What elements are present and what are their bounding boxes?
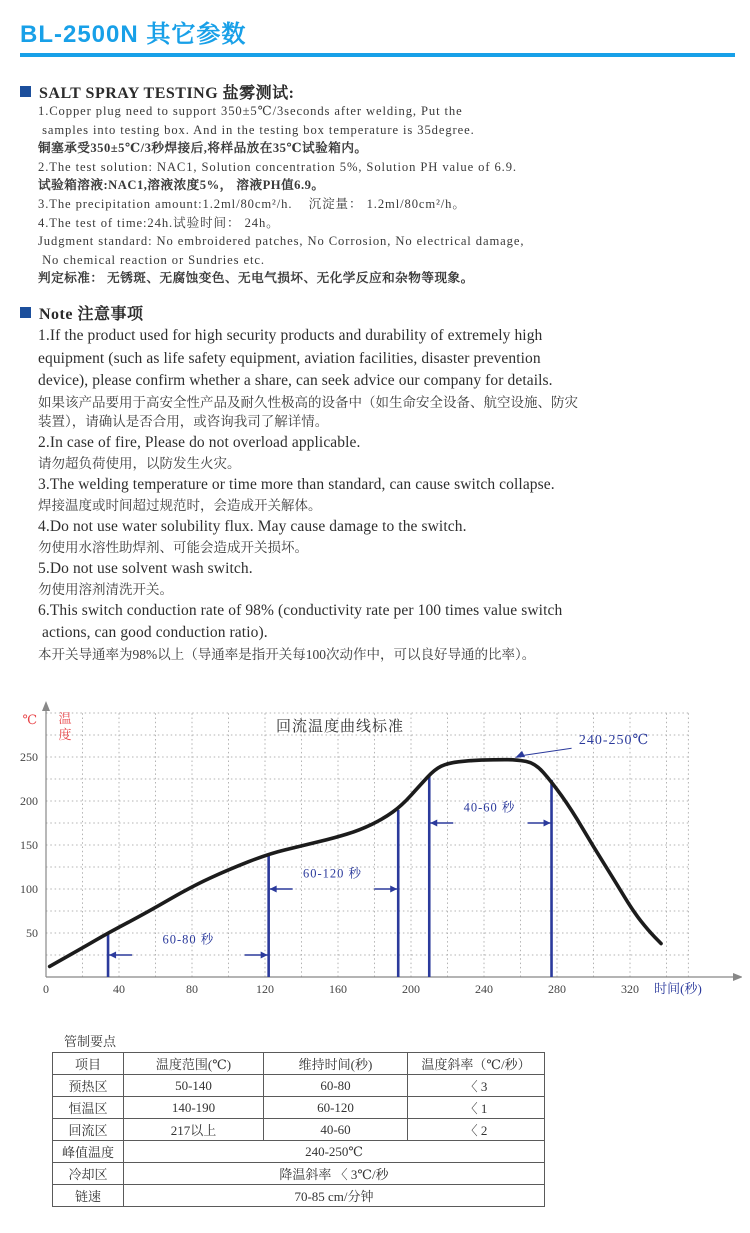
x-tick-label: 80 xyxy=(186,982,198,996)
note-line: device), please confirm whether a share, can seek advice our company for details. xyxy=(38,372,553,389)
y-axis-name-label: 度 xyxy=(58,727,72,742)
y-axis-arrow-icon xyxy=(42,701,50,711)
y-tick-label: 50 xyxy=(26,926,38,940)
salt-spray-line: 3.The precipitation amount:1.2ml/80cm²/h. 沉淀量： 1.2ml/80cm²/h。 xyxy=(38,196,466,211)
salt-spray-line: 试验箱溶液:NAC1,溶液浓度5%， 溶液PH值6.9。 xyxy=(38,178,325,193)
note-line: 焊接温度或时间超过规范时，会造成开关解体。 xyxy=(38,498,322,513)
table-cell: 217以上 xyxy=(124,1119,264,1141)
note-line: 请勿超负荷使用，以防发生火灾。 xyxy=(38,456,241,471)
table-row xyxy=(53,1185,545,1207)
y-tick-label: 100 xyxy=(20,882,38,896)
dimension-arrowhead-icon xyxy=(270,886,277,893)
note-line: 勿使用水溶性助焊剂、可能会造成开关损坏。 xyxy=(38,540,308,555)
note-heading xyxy=(20,301,144,324)
table-cell: 40-60 xyxy=(264,1119,408,1141)
bullet-square-icon xyxy=(20,307,31,318)
dimension-label: 60-120 秒 xyxy=(303,866,363,881)
dimension-arrowhead-icon xyxy=(544,820,551,827)
note-line: 5.Do not use solvent wash switch. xyxy=(38,559,253,577)
table-header-cell: 温度范围(℃) xyxy=(124,1053,264,1075)
salt-spray-line: 2.The test solution: NAC1, Solution concentration 5%, Solution PH value of 6.9. xyxy=(38,159,517,174)
dimension-arrowhead-icon xyxy=(261,952,268,959)
x-tick-label: 200 xyxy=(402,982,420,996)
x-tick-label: 0 xyxy=(43,982,49,996)
page-title: BL-2500N 其它参数 xyxy=(20,21,247,48)
x-axis-arrow-icon xyxy=(733,973,742,981)
note-line: 本开关导通率为98%以上（导通率是指开关每100次动作中，可以良好导通的比率）。 xyxy=(38,646,536,662)
note-line: 如果该产品要用于高安全性产品及耐久性极高的设备中（如生命安全设备、航空设施、防灾 xyxy=(38,394,578,410)
table-row xyxy=(53,1075,545,1097)
peak-annotation-leader xyxy=(520,748,572,756)
dimension-label: 60-80 秒 xyxy=(162,932,215,947)
temperature-curve xyxy=(50,760,661,967)
table-cell: 70-85 cm/分钟 xyxy=(124,1185,545,1207)
x-tick-label: 120 xyxy=(256,982,274,996)
y-tick-label: 250 xyxy=(20,750,38,764)
salt-spray-heading xyxy=(20,80,295,103)
salt-spray-list xyxy=(38,102,736,288)
note-line: 6.This switch conduction rate of 98% (conductivity rate per 100 times value switch xyxy=(38,601,563,619)
y-tick-label: 200 xyxy=(20,794,38,808)
bullet-square-icon xyxy=(20,86,31,97)
chart-title: 回流温度曲线标准 xyxy=(275,719,405,735)
table-row xyxy=(53,1163,545,1185)
note-line: 勿使用溶剂清洗开关。 xyxy=(38,582,173,597)
table-header-cell: 项目 xyxy=(53,1053,124,1075)
note-heading-label: Note 注意事项 xyxy=(39,306,144,323)
table-cell: 240-250℃ xyxy=(124,1141,545,1163)
salt-spray-line: No chemical reaction or Sundries etc. xyxy=(38,252,265,267)
table-cell: 峰值温度 xyxy=(53,1141,124,1163)
table-cell: 降温斜率 〈 3℃/秒 xyxy=(124,1163,545,1185)
salt-spray-line: 铜塞承受350±5℃/3秒焊接后,将样品放在35℃试验箱内。 xyxy=(38,141,368,156)
y-tick-label: 150 xyxy=(20,838,38,852)
note-line: 2.In case of fire, Please do not overload applicable. xyxy=(38,433,361,451)
salt-spray-line: Judgment standard: No embroidered patches, No Corrosion, No electrical damage, xyxy=(38,234,525,249)
table-header-cell: 维持时间(秒) xyxy=(264,1053,408,1075)
control-table xyxy=(52,1052,545,1207)
salt-spray-line: 4.The test of time:24h.试验时间： 24h。 xyxy=(38,215,280,230)
table-cell: 〈 1 xyxy=(408,1097,545,1119)
x-tick-label: 320 xyxy=(621,982,639,996)
table-cell: 〈 3 xyxy=(408,1075,545,1097)
note-line: 1.If the product used for high security products and durability of extremely high xyxy=(38,327,543,344)
table-caption: 管制要点 xyxy=(64,1034,117,1049)
table-cell: 〈 2 xyxy=(408,1119,545,1141)
peak-annotation-label: 240-250℃ xyxy=(578,732,650,748)
table-row xyxy=(53,1119,545,1141)
table-cell: 60-80 xyxy=(264,1075,408,1097)
dimension-arrowhead-icon xyxy=(109,952,116,959)
table-cell: 链速 xyxy=(53,1185,124,1207)
x-tick-label: 240 xyxy=(475,982,493,996)
note-line: 装置），请确认是否合用，或咨询我司了解详情。 xyxy=(38,414,329,429)
salt-spray-heading-label: SALT SPRAY TESTING 盐雾测试: xyxy=(39,85,295,102)
table-row xyxy=(53,1141,545,1163)
note-list xyxy=(38,325,736,664)
note-line: 3.The welding temperature or time more than standard, can cause switch collapse. xyxy=(38,475,555,493)
table-header-row xyxy=(53,1053,545,1075)
salt-spray-line: samples into testing box. And in the testing box temperature is 35degree. xyxy=(38,122,475,137)
x-tick-label: 160 xyxy=(329,982,347,996)
note-line: actions, can good conduction ratio). xyxy=(38,624,268,641)
title-underline xyxy=(20,53,735,57)
x-tick-label: 40 xyxy=(113,982,125,996)
table-cell: 140-190 xyxy=(124,1097,264,1119)
salt-spray-line: 1.Copper plug need to support 350±5℃/3seconds after welding, Put the xyxy=(38,104,463,118)
table-header-cell: 温度斜率（℃/秒） xyxy=(408,1053,545,1075)
note-line: equipment (such as life safety equipment, aviation facilities, disaster prevention xyxy=(38,349,541,367)
y-axis-name-label: 温 xyxy=(58,711,72,726)
x-axis-title: 时间(秒) xyxy=(654,981,702,996)
y-axis-unit-label: ℃ xyxy=(22,712,37,727)
dimension-arrowhead-icon xyxy=(390,886,397,893)
reflow-chart xyxy=(10,698,742,1016)
table-row xyxy=(53,1097,545,1119)
table-cell: 回流区 xyxy=(53,1119,124,1141)
dimension-arrowhead-icon xyxy=(430,820,437,827)
x-tick-label: 280 xyxy=(548,982,566,996)
table-cell: 预热区 xyxy=(53,1075,124,1097)
table-cell: 50-140 xyxy=(124,1075,264,1097)
table-cell: 恒温区 xyxy=(53,1097,124,1119)
dimension-label: 40-60 秒 xyxy=(463,800,516,815)
note-line: 4.Do not use water solubility flux. May cause damage to the switch. xyxy=(38,517,467,535)
table-cell: 冷却区 xyxy=(53,1163,124,1185)
salt-spray-line: 判定标准： 无锈斑、无腐蚀变色、无电气损坏、无化学反应和杂物等现象。 xyxy=(38,271,474,286)
table-cell: 60-120 xyxy=(264,1097,408,1119)
